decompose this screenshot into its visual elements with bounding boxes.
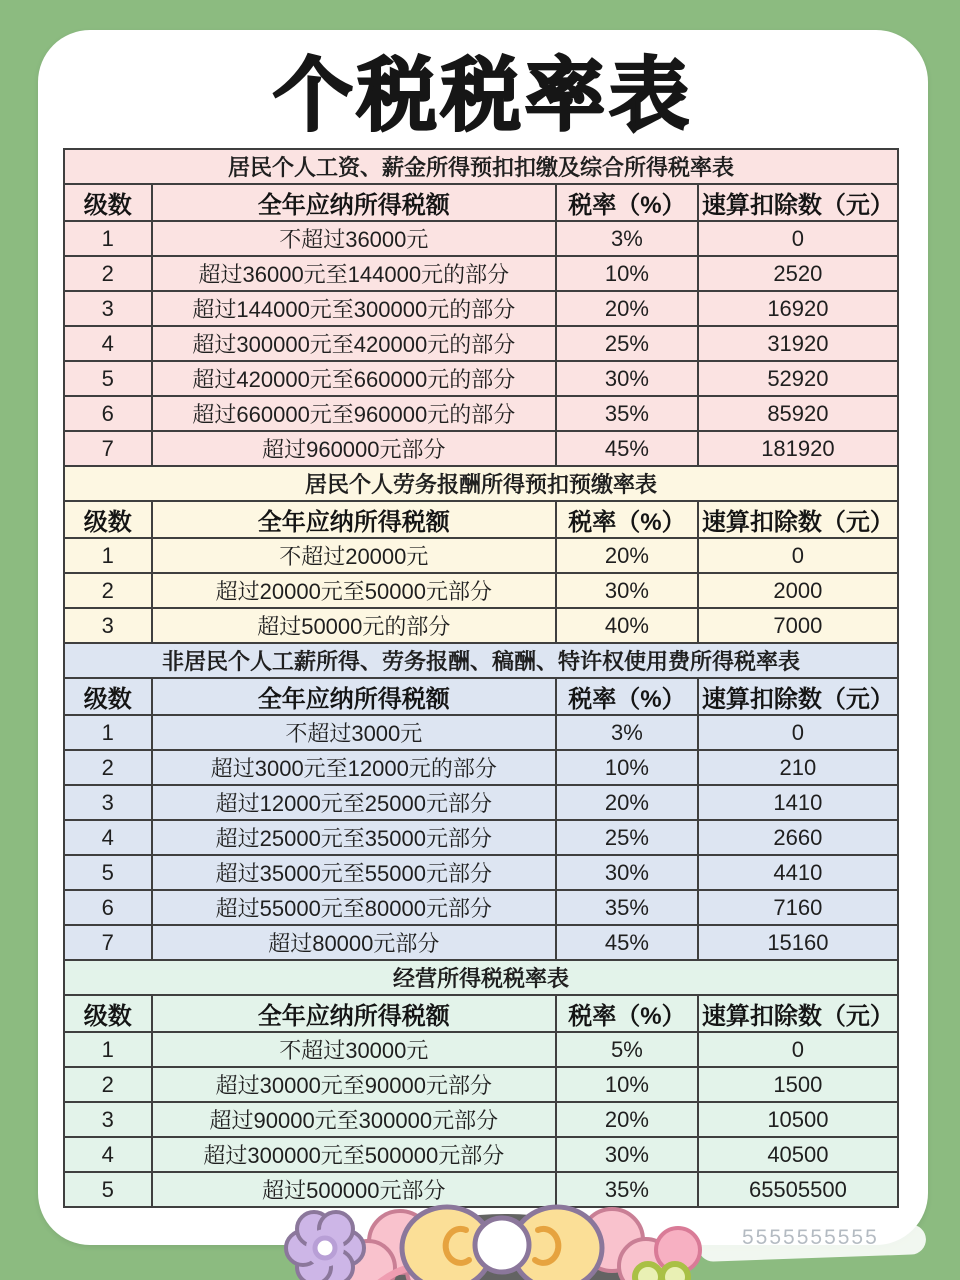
cell: 7 (64, 925, 152, 960)
cell: 超过960000元部分 (152, 431, 556, 466)
column-header: 税率（%） (556, 678, 698, 715)
cell: 45% (556, 431, 698, 466)
cell: 20% (556, 1102, 698, 1137)
cell: 5% (556, 1032, 698, 1067)
cell: 3% (556, 715, 698, 750)
cell: 0 (698, 715, 898, 750)
table-row (64, 1032, 898, 1067)
column-header: 全年应纳所得税额 (152, 995, 556, 1032)
cell: 35% (556, 1172, 698, 1207)
cell: 30% (556, 361, 698, 396)
cell: 7000 (698, 608, 898, 643)
cell: 4410 (698, 855, 898, 890)
table-row (64, 608, 898, 643)
cell: 20% (556, 785, 698, 820)
cell: 7 (64, 431, 152, 466)
cell: 1 (64, 1032, 152, 1067)
cell: 5 (64, 361, 152, 396)
table-row (64, 221, 898, 256)
cell: 30% (556, 1137, 698, 1172)
column-header: 全年应纳所得税额 (152, 184, 556, 221)
cell: 0 (698, 1032, 898, 1067)
cell: 超过300000元至420000元的部分 (152, 326, 556, 361)
column-header: 税率（%） (556, 184, 698, 221)
cell: 10% (556, 750, 698, 785)
header-row (64, 184, 898, 221)
cell: 超过50000元的部分 (152, 608, 556, 643)
cell: 15160 (698, 925, 898, 960)
cell: 超过420000元至660000元的部分 (152, 361, 556, 396)
page-title: 个税税率表 (273, 51, 693, 140)
table-row (64, 785, 898, 820)
cell: 超过500000元部分 (152, 1172, 556, 1207)
cell: 不超过20000元 (152, 538, 556, 573)
watermark-text: 5555555555 (742, 1226, 879, 1249)
cell: 10% (556, 1067, 698, 1102)
cell: 65505500 (698, 1172, 898, 1207)
table-row (64, 431, 898, 466)
cell: 2 (64, 256, 152, 291)
cell: 0 (698, 538, 898, 573)
table-row (64, 361, 898, 396)
cell: 2520 (698, 256, 898, 291)
column-header: 速算扣除数（元） (698, 678, 898, 715)
table-row (64, 573, 898, 608)
cell: 3% (556, 221, 698, 256)
section-title-row (64, 643, 898, 678)
cell: 10% (556, 256, 698, 291)
cell: 超过300000元至500000元部分 (152, 1137, 556, 1172)
cell: 30% (556, 573, 698, 608)
cell: 16920 (698, 291, 898, 326)
cell: 超过144000元至300000元的部分 (152, 291, 556, 326)
section-title: 经营所得税税率表 (64, 960, 898, 995)
section-title: 非居民个人工薪所得、劳务报酬、稿酬、特许权使用费所得税率表 (64, 643, 898, 678)
table-row (64, 820, 898, 855)
column-header: 速算扣除数（元） (698, 501, 898, 538)
section-title-row (64, 960, 898, 995)
column-header: 级数 (64, 995, 152, 1032)
cell: 1 (64, 538, 152, 573)
cell: 超过20000元至50000元部分 (152, 573, 556, 608)
column-header: 速算扣除数（元） (698, 184, 898, 221)
table-row (64, 750, 898, 785)
cell: 2 (64, 1067, 152, 1102)
cell: 20% (556, 538, 698, 573)
cell: 2 (64, 573, 152, 608)
cell: 3 (64, 1102, 152, 1137)
section-title: 居民个人工资、薪金所得预扣扣缴及综合所得税率表 (64, 149, 898, 184)
cell: 超过12000元至25000元部分 (152, 785, 556, 820)
cell: 52920 (698, 361, 898, 396)
table-row (64, 396, 898, 431)
column-header: 级数 (64, 678, 152, 715)
header-row (64, 678, 898, 715)
cell: 35% (556, 396, 698, 431)
poster-card (38, 30, 928, 1245)
cell: 1 (64, 715, 152, 750)
cell: 7160 (698, 890, 898, 925)
cell: 3 (64, 608, 152, 643)
cell: 超过90000元至300000元部分 (152, 1102, 556, 1137)
cell: 超过660000元至960000元的部分 (152, 396, 556, 431)
cell: 30% (556, 855, 698, 890)
cell: 1 (64, 221, 152, 256)
cell: 1410 (698, 785, 898, 820)
cell: 超过55000元至80000元部分 (152, 890, 556, 925)
header-row (64, 995, 898, 1032)
table-row (64, 256, 898, 291)
tax-table-2 (63, 465, 899, 644)
header-row (64, 501, 898, 538)
tax-table-4 (63, 959, 899, 1208)
cell: 超过36000元至144000元的部分 (152, 256, 556, 291)
cell: 25% (556, 820, 698, 855)
tax-table-3 (63, 642, 899, 961)
cell: 2000 (698, 573, 898, 608)
column-header: 级数 (64, 501, 152, 538)
table-row (64, 1102, 898, 1137)
cell: 6 (64, 396, 152, 431)
cell: 0 (698, 221, 898, 256)
column-header: 全年应纳所得税额 (152, 678, 556, 715)
section-title: 居民个人劳务报酬所得预扣预缴率表 (64, 466, 898, 501)
cell: 4 (64, 326, 152, 361)
table-row (64, 538, 898, 573)
column-header: 税率（%） (556, 995, 698, 1032)
table-row (64, 925, 898, 960)
cell: 6 (64, 890, 152, 925)
cell: 不超过30000元 (152, 1032, 556, 1067)
table-row (64, 291, 898, 326)
cell: 45% (556, 925, 698, 960)
cell: 1500 (698, 1067, 898, 1102)
cell: 85920 (698, 396, 898, 431)
cell: 超过30000元至90000元部分 (152, 1067, 556, 1102)
cell: 2660 (698, 820, 898, 855)
cell: 不超过3000元 (152, 715, 556, 750)
cell: 超过80000元部分 (152, 925, 556, 960)
cell: 40% (556, 608, 698, 643)
cell: 20% (556, 291, 698, 326)
cell: 25% (556, 326, 698, 361)
column-header: 税率（%） (556, 501, 698, 538)
column-header: 速算扣除数（元） (698, 995, 898, 1032)
cell: 超过3000元至12000元的部分 (152, 750, 556, 785)
cell: 5 (64, 855, 152, 890)
column-header: 全年应纳所得税额 (152, 501, 556, 538)
section-title-row (64, 149, 898, 184)
tax-tables (63, 148, 899, 1208)
cell: 181920 (698, 431, 898, 466)
cell: 40500 (698, 1137, 898, 1172)
table-row (64, 890, 898, 925)
cell: 10500 (698, 1102, 898, 1137)
tax-table-1 (63, 148, 899, 467)
column-header: 级数 (64, 184, 152, 221)
cell: 35% (556, 890, 698, 925)
cell: 31920 (698, 326, 898, 361)
cell: 超过25000元至35000元部分 (152, 820, 556, 855)
cell: 3 (64, 291, 152, 326)
table-row (64, 1137, 898, 1172)
cell: 不超过36000元 (152, 221, 556, 256)
table-row (64, 1067, 898, 1102)
cell: 5 (64, 1172, 152, 1207)
flower-bow-decoration-icon (250, 1192, 730, 1280)
section-title-row (64, 466, 898, 501)
cell: 超过35000元至55000元部分 (152, 855, 556, 890)
table-row (64, 715, 898, 750)
cell: 210 (698, 750, 898, 785)
cell: 3 (64, 785, 152, 820)
cell: 2 (64, 750, 152, 785)
cell: 4 (64, 820, 152, 855)
table-row (64, 855, 898, 890)
table-row (64, 326, 898, 361)
cell: 4 (64, 1137, 152, 1172)
